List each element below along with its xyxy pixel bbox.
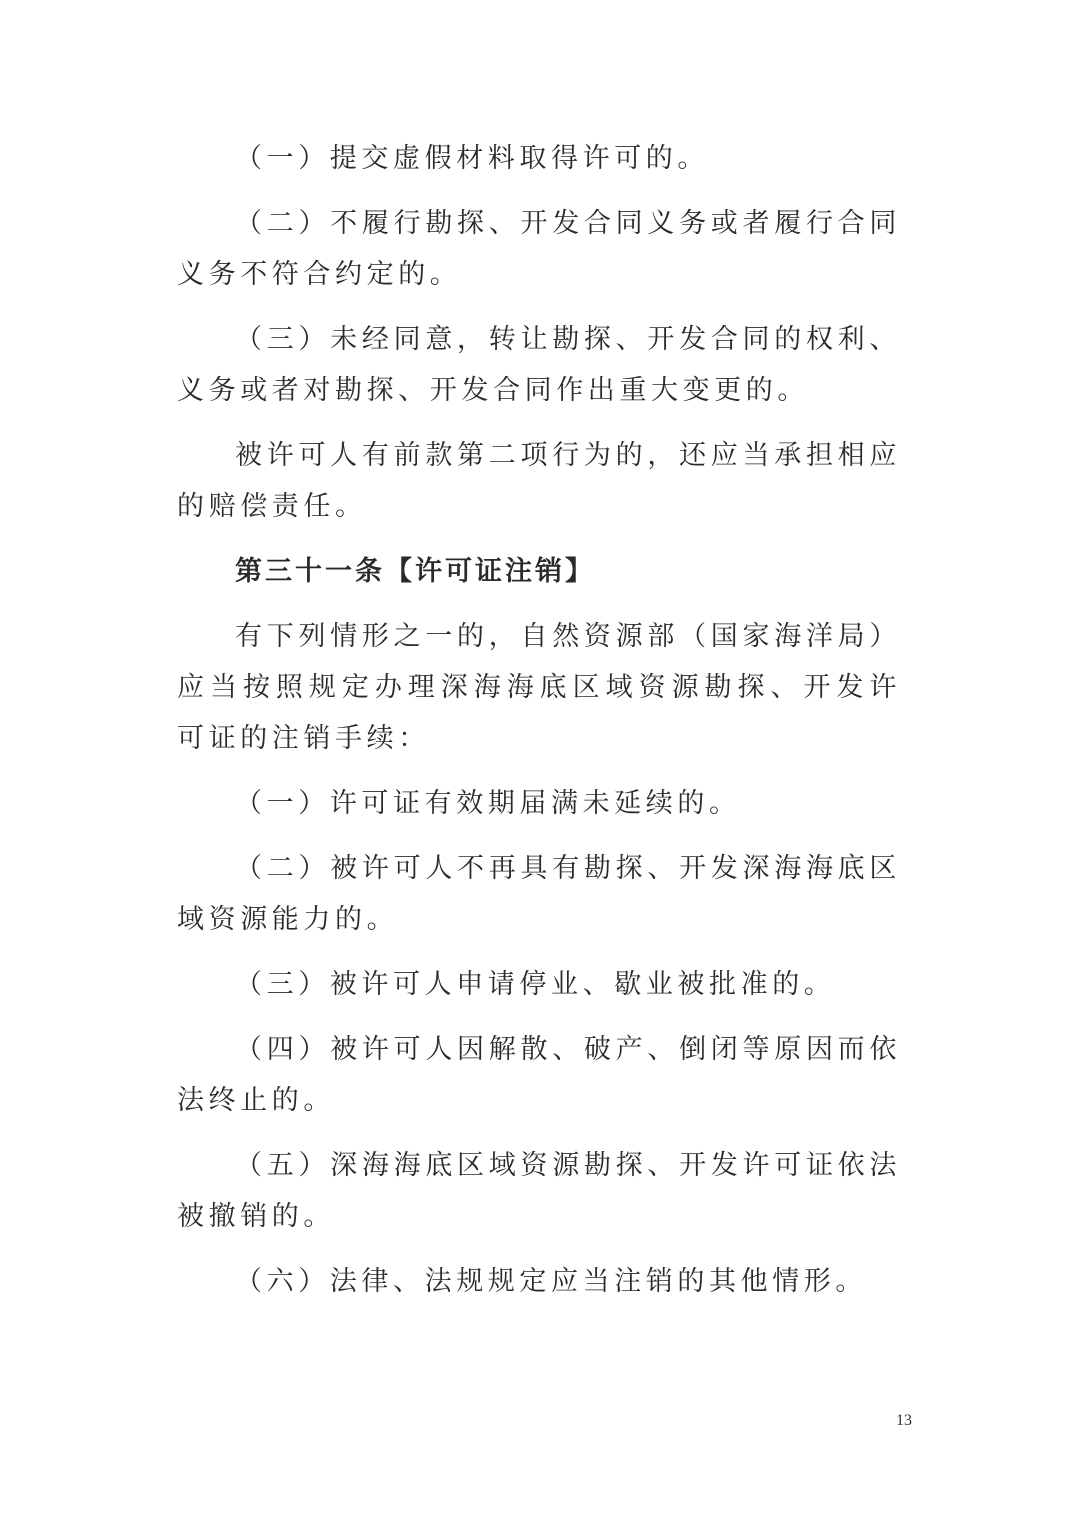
cancellation-item-3: （三）被许可人申请停业、歇业被批准的。 xyxy=(235,969,836,1000)
liability-paragraph: 被许可人有前款第二项行为的，还应当承担相应的赔偿责任。 xyxy=(177,440,901,522)
cancellation-item-1: （一）许可证有效期届满未延续的。 xyxy=(235,788,741,819)
article-heading: 第三十一条【许可证注销】 xyxy=(235,556,595,587)
article-intro-paragraph: 有下列情形之一的，自然资源部（国家海洋局）应当按照规定办理深海海底区域资源勘探、开发许可证的注销手续： xyxy=(177,621,901,754)
clause-item-3: （三）未经同意，转让勘探、开发合同的权利、义务或者对勘探、开发合同作出重大变更的。 xyxy=(177,324,901,406)
cancellation-item-6: （六）法律、法规规定应当注销的其他情形。 xyxy=(235,1266,867,1297)
page-number: 13 xyxy=(896,1412,912,1429)
cancellation-item-4: （四）被许可人因解散、破产、倒闭等原因而依法终止的。 xyxy=(177,1034,901,1116)
document-body xyxy=(177,133,901,1321)
cancellation-item-5: （五）深海海底区域资源勘探、开发许可证依法被撤销的。 xyxy=(177,1150,901,1232)
clause-item-1: （一）提交虚假材料取得许可的。 xyxy=(235,143,709,174)
clause-item-2: （二）不履行勘探、开发合同义务或者履行合同义务不符合约定的。 xyxy=(177,208,901,290)
cancellation-item-2: （二）被许可人不再具有勘探、开发深海海底区域资源能力的。 xyxy=(177,853,901,935)
